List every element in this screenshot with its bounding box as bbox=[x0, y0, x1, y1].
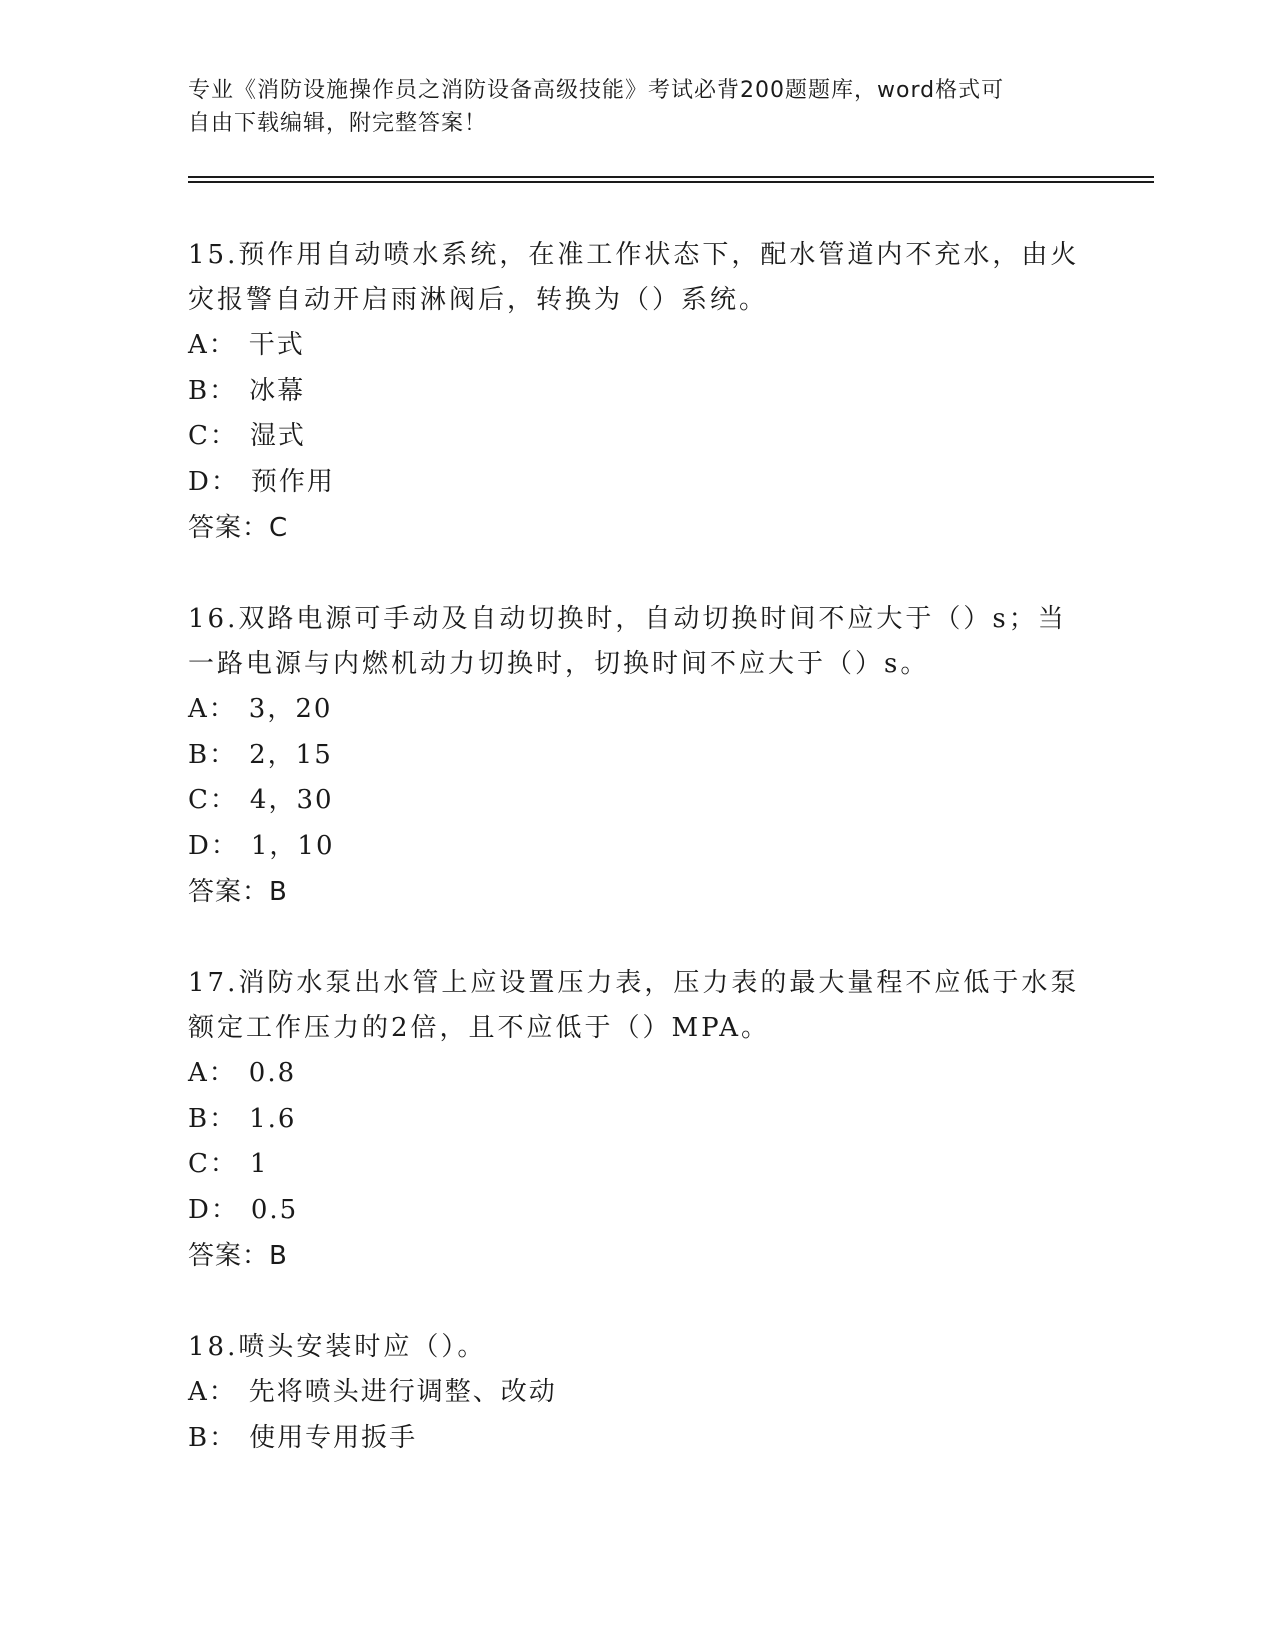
option-text: 预作用 bbox=[250, 466, 335, 497]
option-text: 3，20 bbox=[248, 694, 333, 724]
option-a bbox=[188, 1051, 1088, 1097]
option-separator: ： bbox=[209, 739, 238, 770]
option-separator: ： bbox=[209, 375, 238, 406]
question-stem bbox=[188, 961, 1088, 1051]
option-separator: ： bbox=[208, 1377, 237, 1407]
option-separator: ： bbox=[208, 694, 237, 724]
header-line-1: 专业《消防设施操作员之消防设备高级技能》考试必背200题题库，word格式可 bbox=[188, 78, 1005, 103]
option-text: 使用专用扳手 bbox=[249, 1422, 418, 1453]
question-15 bbox=[188, 233, 1088, 551]
question-stem bbox=[188, 597, 1088, 687]
question-stem-line: 一路电源与内燃机动力切换时，切换时间不应大于（）s。 bbox=[188, 649, 930, 679]
option-text: 冰幕 bbox=[249, 375, 306, 406]
option-key: D bbox=[188, 1194, 211, 1225]
option-a bbox=[188, 687, 1088, 733]
option-key: C bbox=[188, 785, 210, 815]
question-18 bbox=[188, 1325, 1088, 1461]
option-separator: ： bbox=[208, 1058, 237, 1088]
option-separator: ： bbox=[209, 421, 238, 451]
option-text: 先将喷头进行调整、改动 bbox=[248, 1377, 557, 1407]
header-divider-bottom bbox=[188, 181, 1154, 183]
option-a bbox=[188, 1370, 1088, 1416]
option-key: B bbox=[188, 1103, 210, 1134]
option-text: 0.5 bbox=[250, 1194, 299, 1225]
option-c bbox=[188, 778, 1088, 824]
option-text: 干式 bbox=[248, 330, 305, 360]
option-text: 2，15 bbox=[249, 739, 333, 770]
option-separator: ： bbox=[209, 1103, 238, 1134]
question-stem-line: 16.双路电源可手动及自动切换时，自动切换时间不应大于（）s；当 bbox=[188, 604, 1067, 634]
option-a bbox=[188, 323, 1088, 369]
option-key: A bbox=[188, 1058, 209, 1088]
option-separator: ： bbox=[210, 830, 239, 861]
question-stem-line: 灾报警自动开启雨淋阀后，转换为（）系统。 bbox=[188, 285, 769, 315]
option-key: A bbox=[188, 694, 209, 724]
option-separator: ： bbox=[208, 330, 237, 360]
answer-line: 答案：B bbox=[188, 1241, 288, 1271]
option-d bbox=[188, 1188, 1088, 1234]
option-b bbox=[188, 369, 1088, 415]
option-key: C bbox=[188, 1149, 210, 1179]
question-stem-line: 17.消防水泵出水管上应设置压力表，压力表的最大量程不应低于水泵 bbox=[188, 968, 1080, 998]
question-stem-line: 额定工作压力的2倍，且不应低于（）MPA。 bbox=[188, 1013, 771, 1043]
option-separator: ： bbox=[209, 1149, 238, 1179]
option-b bbox=[188, 1097, 1088, 1143]
option-key: B bbox=[188, 1422, 210, 1453]
question-17 bbox=[188, 961, 1088, 1279]
option-text: 4，30 bbox=[249, 785, 334, 815]
option-key: D bbox=[188, 466, 211, 497]
option-key: A bbox=[188, 330, 209, 360]
question-stem-line: 15.预作用自动喷水系统，在准工作状态下，配水管道内不充水，由火 bbox=[188, 240, 1080, 270]
header-line-2: 自由下载编辑，附完整答案！ bbox=[188, 111, 488, 136]
option-separator: ： bbox=[209, 785, 238, 815]
answer-line: 答案：C bbox=[188, 513, 289, 543]
option-text: 1.6 bbox=[249, 1103, 297, 1134]
option-c bbox=[188, 414, 1088, 460]
option-text: 湿式 bbox=[249, 421, 306, 451]
option-d bbox=[188, 460, 1088, 506]
header-divider-top bbox=[188, 176, 1154, 178]
question-stem bbox=[188, 1325, 1088, 1370]
option-key: C bbox=[188, 421, 210, 451]
question-stem-line: 18.喷头安装时应（）。 bbox=[188, 1332, 487, 1362]
option-text: 0.8 bbox=[248, 1058, 297, 1088]
option-key: D bbox=[188, 830, 211, 861]
option-b bbox=[188, 1416, 1088, 1462]
question-stem bbox=[188, 233, 1088, 323]
option-separator: ： bbox=[210, 466, 239, 497]
option-c bbox=[188, 1142, 1088, 1188]
option-text: 1 bbox=[249, 1149, 269, 1179]
option-separator: ： bbox=[209, 1422, 238, 1453]
option-key: B bbox=[188, 375, 210, 406]
option-b bbox=[188, 733, 1088, 779]
option-text: 1，10 bbox=[250, 830, 335, 861]
option-separator: ： bbox=[210, 1194, 239, 1225]
document-header bbox=[188, 74, 1068, 140]
option-key: B bbox=[188, 739, 210, 770]
question-16 bbox=[188, 597, 1088, 915]
option-d bbox=[188, 824, 1088, 870]
answer-line: 答案：B bbox=[188, 877, 288, 907]
option-key: A bbox=[188, 1377, 209, 1407]
